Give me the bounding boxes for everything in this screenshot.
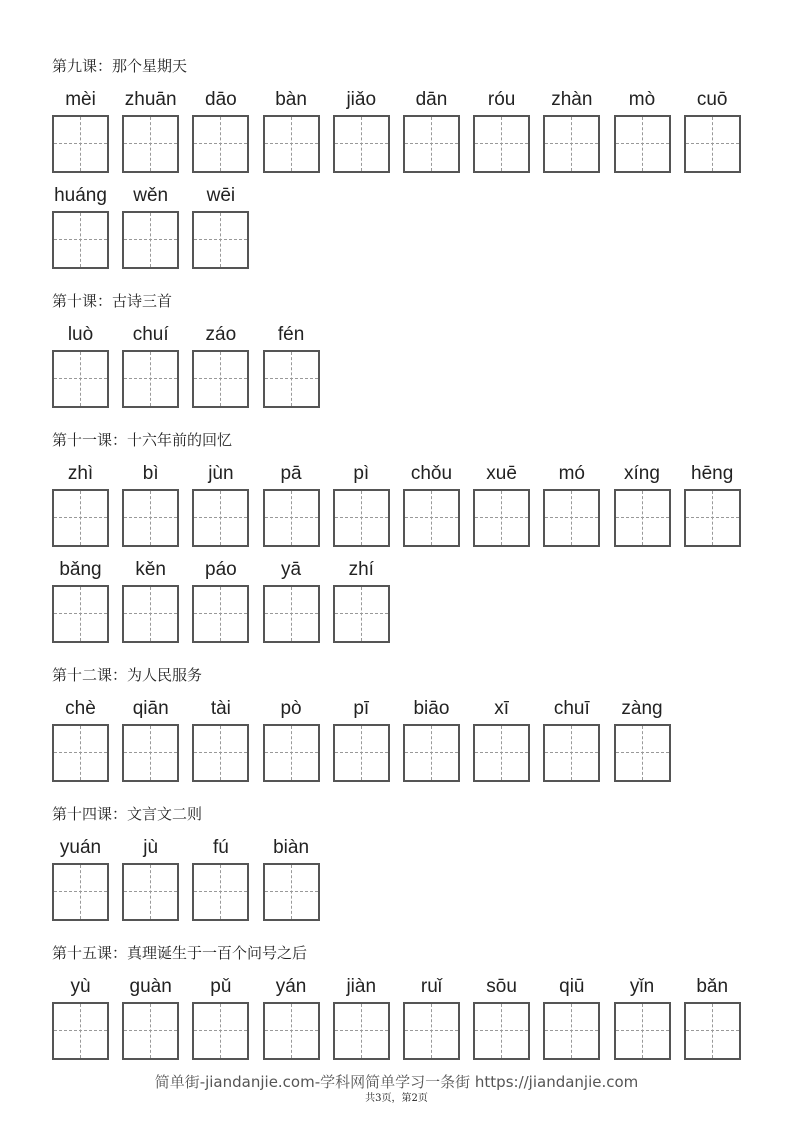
pinyin-cell (122, 976, 179, 1060)
pinyin-cell (192, 698, 249, 782)
pinyin-label: yù (70, 976, 91, 997)
pinyin-row (52, 89, 752, 173)
pinyin-label: cuō (696, 89, 728, 110)
pinyin-cell (192, 185, 249, 269)
pinyin-row (52, 463, 752, 547)
pinyin-label: pī (353, 698, 370, 719)
pinyin-label: ruǐ (420, 976, 442, 997)
pinyin-cell (263, 976, 320, 1060)
pinyin-cell (263, 559, 320, 643)
pinyin-cell (333, 89, 390, 173)
footer-watermark: 简单街-jiandanjie.com-学科网简单学习一条街 https://jiandanjie.com (154, 1073, 639, 1091)
pinyin-label: mò (628, 89, 656, 110)
pinyin-cell (684, 976, 741, 1060)
character-writing-box[interactable] (52, 724, 109, 782)
character-writing-box[interactable] (684, 115, 741, 173)
pinyin-cell (52, 559, 109, 643)
pinyin-cell (333, 976, 390, 1060)
pinyin-label: zhuān (124, 89, 177, 110)
pinyin-cell (122, 89, 179, 173)
pinyin-label: qiū (559, 976, 585, 997)
character-writing-box[interactable] (52, 585, 109, 643)
character-writing-box[interactable] (192, 211, 249, 269)
character-writing-box[interactable] (122, 724, 179, 782)
pinyin-cell (403, 976, 460, 1060)
character-writing-box[interactable] (473, 1002, 530, 1060)
lesson-section (52, 430, 752, 643)
pinyin-label: bàn (275, 89, 307, 110)
pinyin-cell (473, 976, 530, 1060)
pinyin-cell (52, 698, 109, 782)
character-writing-box[interactable] (122, 1002, 179, 1060)
character-writing-box[interactable] (52, 350, 109, 408)
pinyin-label: xī (494, 698, 510, 719)
pinyin-label: jiàn (346, 976, 377, 997)
pinyin-label: záo (205, 324, 237, 345)
lesson-section (52, 56, 752, 269)
character-writing-box[interactable] (333, 724, 390, 782)
pinyin-label: chè (65, 698, 96, 719)
character-writing-box[interactable] (52, 863, 109, 921)
pinyin-label: yán (275, 976, 307, 997)
character-writing-box[interactable] (614, 115, 671, 173)
character-writing-box[interactable] (684, 489, 741, 547)
pinyin-cell (52, 976, 109, 1060)
pinyin-cell (614, 976, 671, 1060)
character-writing-box[interactable] (52, 1002, 109, 1060)
pinyin-cell (122, 837, 179, 921)
pinyin-label: bǎn (696, 976, 729, 997)
character-writing-box[interactable] (473, 724, 530, 782)
character-writing-box[interactable] (263, 863, 320, 921)
pinyin-label: zhàn (551, 89, 593, 110)
character-writing-box[interactable] (263, 585, 320, 643)
pinyin-label: huáng (54, 185, 107, 206)
pinyin-cell (543, 89, 600, 173)
pinyin-label: zàng (621, 698, 663, 719)
pinyin-label: qiān (132, 698, 169, 719)
character-writing-box[interactable] (263, 489, 320, 547)
lesson-section (52, 943, 752, 1060)
pinyin-cell (263, 89, 320, 173)
pinyin-row (52, 976, 752, 1060)
pinyin-label: fú (212, 837, 229, 858)
pinyin-row (52, 324, 752, 408)
pinyin-label: chuī (553, 698, 590, 719)
pinyin-label: tài (210, 698, 231, 719)
pinyin-cell (473, 698, 530, 782)
pinyin-cell (614, 463, 671, 547)
pinyin-cell (192, 463, 249, 547)
pinyin-cell (333, 463, 390, 547)
character-writing-box[interactable] (192, 585, 249, 643)
pinyin-cell (122, 698, 179, 782)
pinyin-label: biàn (273, 837, 310, 858)
pinyin-row (52, 837, 752, 921)
lesson-title: 第十一课：十六年前的回忆 (52, 431, 233, 449)
character-writing-box[interactable] (122, 115, 179, 173)
pinyin-row (52, 185, 752, 269)
pinyin-label: mèi (65, 89, 96, 110)
character-writing-box[interactable] (333, 115, 390, 173)
character-writing-box[interactable] (543, 1002, 600, 1060)
pinyin-cell (403, 463, 460, 547)
pinyin-cell (473, 89, 530, 173)
pinyin-cell (543, 698, 600, 782)
character-writing-box[interactable] (614, 489, 671, 547)
character-writing-box[interactable] (403, 724, 460, 782)
character-writing-box[interactable] (192, 863, 249, 921)
character-writing-box[interactable] (52, 115, 109, 173)
pinyin-label: wēi (206, 185, 236, 206)
pinyin-cell (192, 89, 249, 173)
pinyin-cell (122, 559, 179, 643)
pinyin-cell (543, 463, 600, 547)
lesson-title: 第十课：古诗三首 (52, 292, 173, 310)
character-writing-box[interactable] (543, 115, 600, 173)
character-writing-box[interactable] (122, 585, 179, 643)
character-writing-box[interactable] (192, 350, 249, 408)
pinyin-cell (473, 463, 530, 547)
pinyin-label: dāo (205, 89, 237, 110)
pinyin-cell (263, 324, 320, 408)
pinyin-label: yā (281, 559, 302, 580)
pinyin-label: jù (143, 837, 159, 858)
pinyin-label: sōu (486, 976, 517, 997)
pinyin-label: fén (277, 324, 305, 345)
pinyin-cell (614, 698, 671, 782)
pinyin-label: yǐn (629, 976, 655, 997)
pinyin-cell (543, 976, 600, 1060)
pinyin-label: xíng (624, 463, 660, 484)
pinyin-row (52, 698, 752, 782)
character-writing-box[interactable] (263, 115, 320, 173)
pinyin-label: yuán (59, 837, 102, 858)
character-writing-box[interactable] (333, 489, 390, 547)
pinyin-cell (52, 463, 109, 547)
character-writing-box[interactable] (473, 115, 530, 173)
character-writing-box[interactable] (52, 211, 109, 269)
lesson-section (52, 665, 752, 782)
character-writing-box[interactable] (333, 585, 390, 643)
pinyin-cell (122, 324, 179, 408)
pinyin-label: biāo (413, 698, 450, 719)
character-writing-box[interactable] (473, 489, 530, 547)
pinyin-label: bì (142, 463, 159, 484)
character-writing-box[interactable] (403, 489, 460, 547)
lesson-title: 第十四课：文言文二则 (52, 805, 203, 823)
lesson-section (52, 804, 752, 921)
lesson-title: 第十五课：真理诞生于一百个问号之后 (52, 944, 308, 962)
pinyin-cell (684, 89, 741, 173)
pinyin-label: chǒu (410, 463, 453, 484)
character-writing-box[interactable] (403, 1002, 460, 1060)
pinyin-label: róu (487, 89, 516, 110)
pinyin-label: guàn (129, 976, 172, 997)
pinyin-cell (52, 837, 109, 921)
pinyin-label: jiǎo (346, 89, 377, 110)
pinyin-cell (192, 837, 249, 921)
pinyin-label: pì (353, 463, 370, 484)
pinyin-cell (403, 698, 460, 782)
pinyin-label: zhí (348, 559, 374, 580)
character-writing-box[interactable] (122, 211, 179, 269)
pinyin-row (52, 559, 752, 643)
pinyin-cell (122, 463, 179, 547)
character-writing-box[interactable] (263, 350, 320, 408)
pinyin-label: chuí (132, 324, 169, 345)
pinyin-cell (192, 324, 249, 408)
pinyin-label: dān (415, 89, 448, 110)
pinyin-cell (403, 89, 460, 173)
pinyin-label: pā (280, 463, 302, 484)
pinyin-cell (263, 463, 320, 547)
pinyin-label: xuē (486, 463, 517, 484)
pinyin-label: hēng (691, 463, 734, 484)
pinyin-label: jùn (208, 463, 234, 484)
character-writing-box[interactable] (122, 350, 179, 408)
pinyin-cell (263, 698, 320, 782)
pinyin-label: kěn (135, 559, 166, 580)
character-writing-box[interactable] (263, 724, 320, 782)
pinyin-cell (52, 324, 109, 408)
pinyin-cell (333, 559, 390, 643)
character-writing-box[interactable] (192, 115, 249, 173)
pinyin-label: bǎng (59, 559, 102, 580)
pinyin-cell (192, 976, 249, 1060)
pinyin-cell (684, 463, 741, 547)
character-writing-box[interactable] (684, 1002, 741, 1060)
character-writing-box[interactable] (122, 489, 179, 547)
character-writing-box[interactable] (52, 489, 109, 547)
character-writing-box[interactable] (614, 724, 671, 782)
pinyin-cell (52, 89, 109, 173)
pinyin-label: pò (280, 698, 302, 719)
pinyin-label: páo (205, 559, 237, 580)
lesson-title: 第十二课：为人民服务 (52, 666, 203, 684)
pinyin-label: mó (558, 463, 586, 484)
character-writing-box[interactable] (403, 115, 460, 173)
character-writing-box[interactable] (263, 1002, 320, 1060)
character-writing-box[interactable] (192, 489, 249, 547)
character-writing-box[interactable] (192, 724, 249, 782)
page-number: 共3页，第2页 (365, 1093, 428, 1104)
character-writing-box[interactable] (543, 489, 600, 547)
pinyin-label: pǔ (210, 976, 232, 997)
lesson-section (52, 291, 752, 408)
lesson-title: 第九课：那个星期天 (52, 57, 188, 75)
character-writing-box[interactable] (333, 1002, 390, 1060)
pinyin-label: zhì (67, 463, 94, 484)
pinyin-cell (263, 837, 320, 921)
character-writing-box[interactable] (543, 724, 600, 782)
worksheet (52, 56, 752, 1082)
pinyin-label: luò (67, 324, 94, 345)
pinyin-cell (52, 185, 109, 269)
character-writing-box[interactable] (122, 863, 179, 921)
pinyin-cell (192, 559, 249, 643)
pinyin-cell (614, 89, 671, 173)
pinyin-cell (122, 185, 179, 269)
pinyin-label: wěn (133, 185, 169, 206)
character-writing-box[interactable] (614, 1002, 671, 1060)
pinyin-cell (333, 698, 390, 782)
character-writing-box[interactable] (192, 1002, 249, 1060)
